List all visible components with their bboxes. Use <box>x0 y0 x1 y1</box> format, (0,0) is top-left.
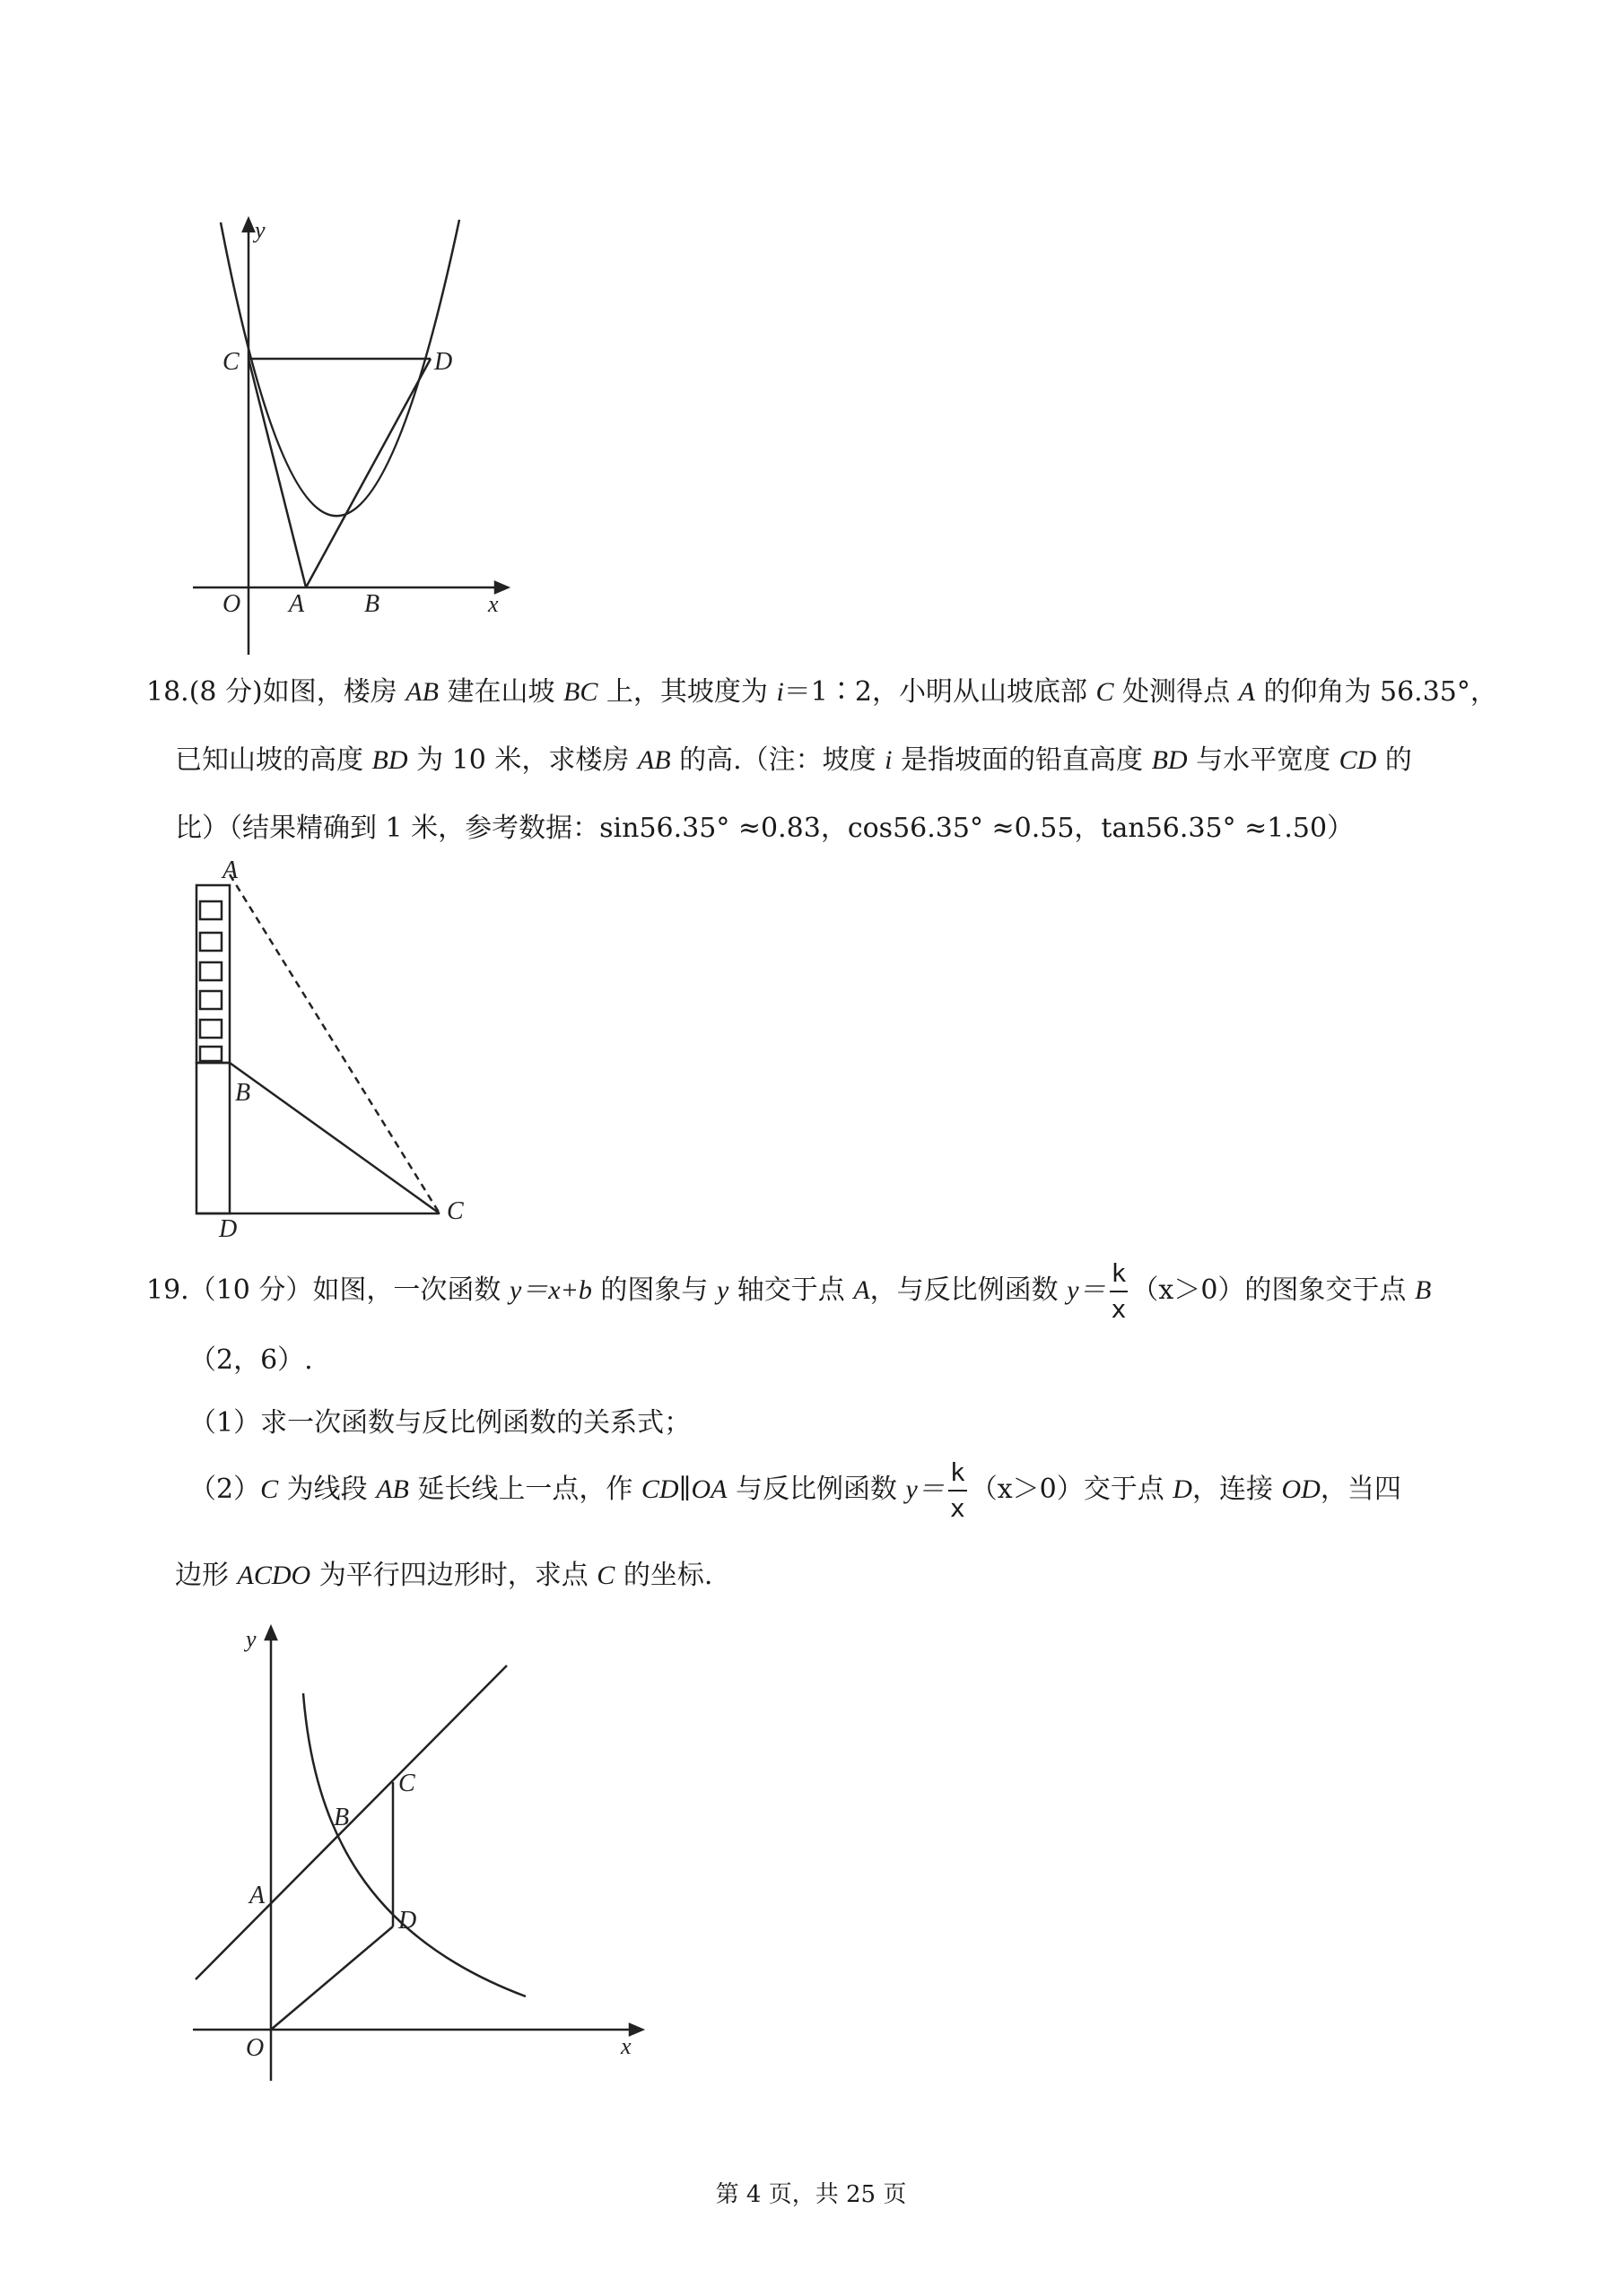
problem-19-line-4: （2）C 为线段 AB 延长线上一点，作 CD∥OA 与反比例函数 y＝ $\frac{k}{x}$ （x＞0）交于点 D，连接 OD，当四 <box>189 1457 1401 1523</box>
label-D: D <box>434 348 453 376</box>
label-B: B <box>364 590 380 618</box>
label-x: x <box>621 2033 632 2059</box>
segment-AD <box>306 359 431 587</box>
y-axis-arrow <box>243 219 254 231</box>
slope-BC <box>230 1063 440 1213</box>
label-C: C <box>222 348 240 376</box>
line-AB <box>196 1665 507 1979</box>
label-A: A <box>289 590 305 618</box>
segment-CA <box>249 359 306 587</box>
label-A: A <box>222 857 239 884</box>
inverse-curve <box>303 1693 526 1996</box>
label-D: D <box>219 1215 238 1243</box>
x-axis-arrow <box>630 2024 642 2035</box>
label-O: O <box>222 590 241 618</box>
label-D: D <box>398 1907 417 1935</box>
label-C: C <box>447 1197 464 1225</box>
label-A: A <box>249 1882 266 1909</box>
sightline-AC <box>230 874 440 1213</box>
function-graph-figure <box>179 1614 664 2117</box>
segment-OD <box>271 1926 393 2030</box>
page-footer: 第 4 页，共 25 页 <box>715 2181 907 2208</box>
label-B: B <box>235 1079 251 1107</box>
problem-18-line-3: 比）（结果精确到 1 米，参考数据：sin56.35° ≈0.83，cos56.35° ≈0.55，tan56.35° ≈1.50） <box>175 813 1355 844</box>
label-O: O <box>246 2034 265 2062</box>
building <box>196 885 230 1063</box>
building-slope-figure <box>179 857 493 1243</box>
y-axis-arrow <box>266 1627 276 1639</box>
parabola-figure <box>179 206 538 664</box>
problem-18-line-1: 18.(8 分)如图，楼房 AB 建在山坡 BC 上，其坡度为 i＝1∶2，小明从山坡底部 C 处测得点 A 的仰角为 56.35°， <box>146 676 1497 708</box>
label-y: y <box>255 217 266 243</box>
problem-19-line-5: 边形 ACDO 为平行四边形时，求点 C 的坐标. <box>175 1560 713 1591</box>
label-C: C <box>398 1770 415 1797</box>
problem-19-line-2: （2，6）. <box>189 1344 313 1376</box>
label-x: x <box>488 591 499 617</box>
slope-base <box>196 1063 230 1213</box>
label-y: y <box>246 1626 257 1652</box>
parabola-curve <box>221 220 459 516</box>
fraction-k-over-x: $\frac{k}{x}$ <box>1111 1258 1127 1324</box>
label-B: B <box>334 1804 350 1831</box>
problem-18-line-2: 已知山坡的高度 BD 为 10 米，求楼房 AB 的高.（注：坡度 i 是指坡面的铅直高度 BD 与水平宽度 CD 的 <box>175 744 1412 776</box>
problem-19-line-3: （1）求一次函数与反比例函数的关系式； <box>189 1407 692 1439</box>
fraction-k-over-x-2: $\frac{k}{x}$ <box>949 1457 965 1523</box>
problem-19-line-1: 19.（10 分）如图，一次函数 y＝x+b 的图象与 y 轴交于点 A，与反比例函数 y＝ $\frac{k}{x}$ （x＞0）的图象交于点 B <box>146 1258 1432 1324</box>
